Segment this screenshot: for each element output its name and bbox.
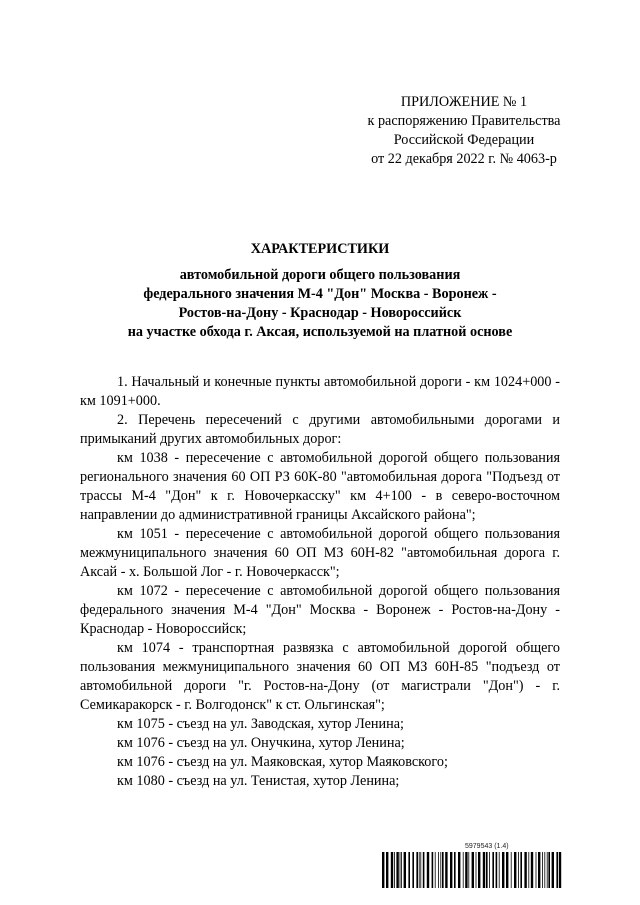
paragraph-km-1038: км 1038 - пересечение с автомобильной дорогой общего пользования регионального значения 60 ОП РЗ 60К-80 "автомобильная дорога "Подъезд от трассы М-4 "Дон" к г. Новочеркасску" км 4+100 - в северо-восточном направлении до административной границы Аксайского района"; [80, 450, 560, 523]
barcode-id: 5979543 (1.4) [465, 843, 509, 850]
appendix-number: ПРИЛОЖЕНИЕ № 1 [400, 94, 528, 110]
paragraph-km-1051: км 1051 - пересечение с автомобильной дорогой общего пользования межмуниципального значения 60 ОП МЗ 60Н-82 "автомобильная дорога г. Аксай - х. Большой Лог - г. Новочеркасск"; [80, 526, 560, 580]
paragraph-endpoints: 1. Начальный и конечные пункты автомобильной дороги - км 1024+000 - км 1091+000. [80, 374, 560, 409]
document-title: ХАРАКТЕРИСТИКИ [250, 241, 390, 257]
paragraph-km-1074: км 1074 - транспортная развязка с автомобильной дорогой общего пользования межмуниципального значения 60 ОП МЗ 60Н-85 "подъезд от автомобильной дороги "г. Ростов-на-Дону (от магистрали "Дон") - г. Семикаракорск - г. Волгодонск" к ст. Ольгинская"; [80, 640, 560, 713]
paragraph-intersections-heading: 2. Перечень пересечений с другими автомобильными дорогами и примыканий других автомобильных дорог: [80, 412, 560, 447]
appendix-date-number: от 22 декабря 2022 г. № 4063-р [371, 151, 557, 167]
subtitle-line-1: автомобильной дороги общего пользования [179, 267, 461, 283]
paragraph-km-1076-mayakovskaya: км 1076 - съезд на ул. Маяковская, хутор Маяковского; [117, 754, 448, 770]
document-barcode [382, 843, 562, 889]
document-body [80, 373, 560, 791]
subtitle-line-2: федерального значения М-4 "Дон" Москва - Воронеж - [143, 286, 497, 302]
paragraph-km-1076-onuchkina: км 1076 - съезд на ул. Онучкина, хутор Ленина; [117, 735, 405, 751]
paragraph-km-1080: км 1080 - съезд на ул. Тенистая, хутор Ленина; [117, 773, 400, 789]
paragraph-km-1075: км 1075 - съезд на ул. Заводская, хутор Ленина; [117, 716, 404, 732]
subtitle-line-3: Ростов-на-Дону - Краснодар - Новороссийск [178, 305, 462, 321]
document-subtitle [80, 266, 560, 342]
subtitle-line-4: на участке обхода г. Аксая, используемой на платной основе [127, 324, 513, 340]
appendix-header [340, 93, 588, 169]
appendix-decree-ref: к распоряжению Правительства [367, 113, 561, 129]
appendix-government: Российской Федерации [393, 132, 535, 148]
paragraph-km-1072: км 1072 - пересечение с автомобильной дорогой общего пользования федерального значения М-4 "Дон" Москва - Воронеж - Ростов-на-Дону - Краснодар - Новороссийск; [80, 583, 560, 637]
barcode-icon [382, 852, 562, 888]
